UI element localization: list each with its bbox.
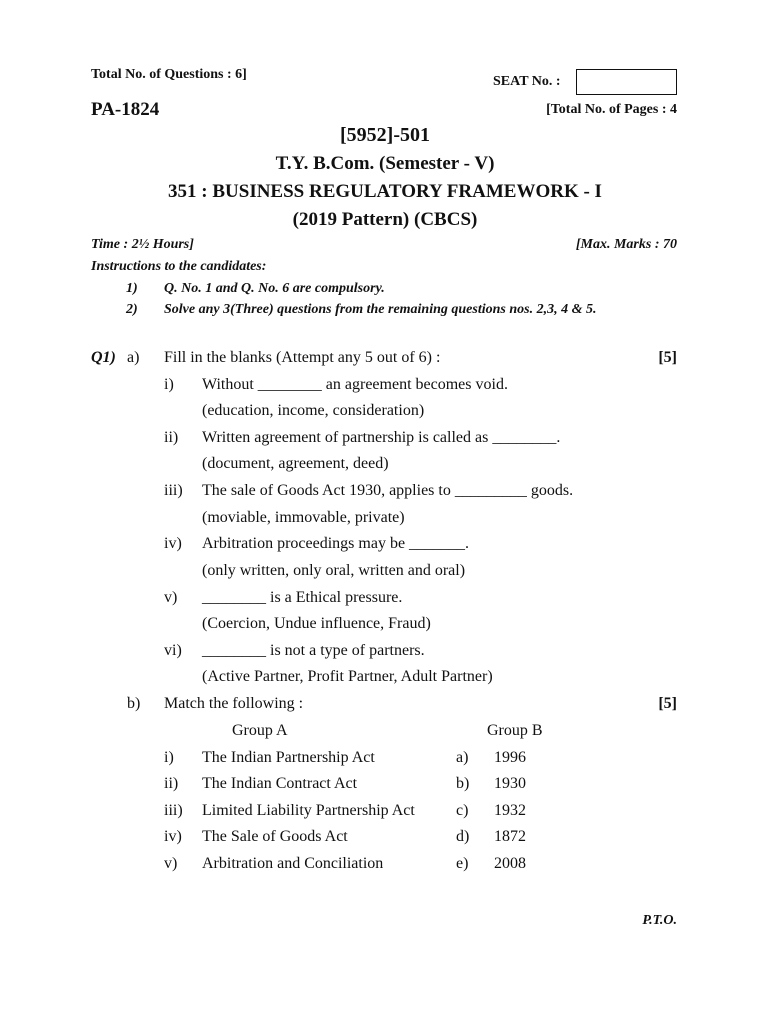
blank-item-options: (moviable, immovable, private) (202, 509, 405, 526)
match-row-group-a: Arbitration and Conciliation (202, 855, 384, 872)
instruction-number: 1) (126, 281, 138, 296)
time-allowed: Time : 2½ Hours] (91, 237, 194, 252)
match-row-letter: e) (456, 855, 469, 872)
match-row-group-a: Limited Liability Partnership Act (202, 802, 415, 819)
total-questions: Total No. of Questions : 6] (91, 67, 247, 82)
blank-item-options: (only written, only oral, written and oral) (202, 562, 466, 579)
match-row-number: iv) (164, 828, 182, 845)
blank-item-text: Written agreement of partnership is called as ________. (202, 429, 561, 446)
part-b-instruction: Match the following : (164, 695, 304, 712)
match-row-group-a: The Indian Contract Act (202, 775, 358, 792)
total-pages: [Total No. of Pages : 4 (546, 102, 677, 117)
match-row-group-b: 1996 (494, 749, 526, 766)
blank-item-text: The sale of Goods Act 1930, applies to _________ goods. (202, 482, 574, 499)
seat-no-label: SEAT No. : (493, 74, 561, 89)
match-row-group-a: The Indian Partnership Act (202, 749, 375, 766)
blank-item-options: (Active Partner, Profit Partner, Adult Partner) (202, 668, 493, 685)
group-a-heading: Group A (232, 722, 288, 739)
instruction-text: Q. No. 1 and Q. No. 6 are compulsory. (164, 281, 385, 296)
blank-item-text: ________ is a Ethical pressure. (202, 589, 403, 606)
match-row-group-b: 1930 (494, 775, 526, 792)
blank-item-options: (Coercion, Undue influence, Fraud) (202, 615, 431, 632)
match-row-number: iii) (164, 802, 183, 819)
part-a-marks: [5] (658, 349, 677, 366)
match-row-letter: b) (456, 775, 470, 792)
instruction-number: 2) (126, 302, 138, 317)
blank-item-text: Arbitration proceedings may be _______. (202, 535, 470, 552)
match-row-number: i) (164, 749, 174, 766)
blank-item-text: Without ________ an agreement becomes void. (202, 376, 508, 393)
match-row-group-a: The Sale of Goods Act (202, 828, 348, 845)
seat-no-box (576, 69, 677, 95)
max-marks: [Max. Marks : 70 (575, 237, 677, 252)
instructions-heading: Instructions to the candidates: (91, 259, 267, 274)
question-label: Q1) (91, 349, 116, 366)
part-a-label: a) (127, 349, 140, 366)
paper-code: PA-1824 (91, 99, 160, 120)
pattern-title: (2019 Pattern) (CBCS) (292, 209, 478, 230)
blank-item-number: i) (164, 376, 174, 393)
group-b-heading: Group B (487, 722, 543, 739)
blank-item-number: iii) (164, 482, 183, 499)
blank-item-number: ii) (164, 429, 179, 446)
blank-item-number: vi) (164, 642, 182, 659)
blank-item-number: iv) (164, 535, 182, 552)
blank-item-number: v) (164, 589, 178, 606)
match-row-group-b: 2008 (494, 855, 526, 872)
part-b-marks: [5] (658, 695, 677, 712)
match-row-group-b: 1932 (494, 802, 526, 819)
blank-item-text: ________ is not a type of partners. (202, 642, 425, 659)
instruction-text: Solve any 3(Three) questions from the remaining questions nos. 2,3, 4 & 5. (164, 302, 597, 317)
subject-title: 351 : BUSINESS REGULATORY FRAMEWORK - I (168, 181, 602, 202)
match-row-letter: d) (456, 828, 470, 845)
match-row-number: ii) (164, 775, 179, 792)
part-b-label: b) (127, 695, 141, 712)
match-row-letter: a) (456, 749, 469, 766)
exam-code: [5952]-501 (340, 124, 430, 146)
blank-item-options: (document, agreement, deed) (202, 455, 389, 472)
pto-label: P.T.O. (642, 913, 677, 928)
match-row-letter: c) (456, 802, 469, 819)
part-a-instruction: Fill in the blanks (Attempt any 5 out of 6) : (164, 349, 441, 366)
course-title: T.Y. B.Com. (Semester - V) (275, 153, 495, 174)
match-row-group-b: 1872 (494, 828, 526, 845)
match-row-number: v) (164, 855, 178, 872)
blank-item-options: (education, income, consideration) (202, 402, 425, 419)
